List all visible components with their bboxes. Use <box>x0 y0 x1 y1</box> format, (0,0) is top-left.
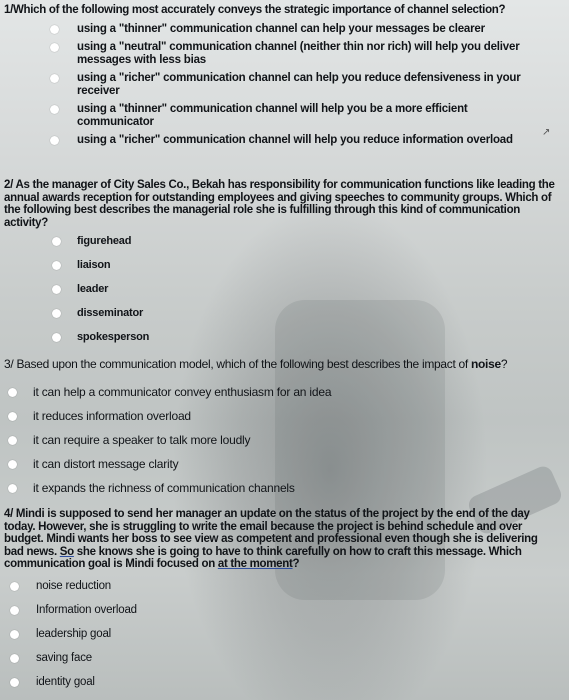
answer-option-label: liaison <box>77 259 111 271</box>
answer-option[interactable] <box>0 234 569 248</box>
answer-option-label: it reduces information overload <box>33 408 191 423</box>
answer-option-label: spokesperson <box>77 331 150 343</box>
radio-bullet-icon[interactable] <box>10 630 19 639</box>
answer-option[interactable] <box>0 72 569 97</box>
answer-option[interactable] <box>0 675 569 689</box>
question-3-options <box>0 385 569 495</box>
answer-option[interactable] <box>0 306 569 320</box>
radio-bullet-icon[interactable] <box>10 606 19 615</box>
answer-option[interactable] <box>0 134 569 147</box>
question-4-stem-end: ? <box>292 558 300 570</box>
question-3-stem-end: ? <box>500 357 508 371</box>
radio-bullet-icon[interactable] <box>50 136 59 145</box>
question-2-stem: 2/ As the manager of City Sales Co., Bekah has responsibility for communication functions like leading the annual awards reception for outstanding employees and giving speeches to community groups. Which of the following best describes the managerial role she is fulfilling through this kind of communication activity? <box>4 179 555 229</box>
answer-option-label: using a "neutral" communication channel (neither thin nor rich) will help you deliver messages with less bias <box>77 41 520 66</box>
answer-option-label: noise reduction <box>36 579 111 592</box>
answer-option[interactable] <box>0 481 569 495</box>
radio-bullet-icon[interactable] <box>50 74 59 83</box>
answer-option[interactable] <box>0 282 569 296</box>
question-4-underlined-phrase: at the moment <box>217 558 293 570</box>
answer-option-label: it can help a communicator convey enthusiasm for an idea <box>33 384 332 399</box>
answer-option[interactable] <box>0 23 569 36</box>
question-3 <box>0 358 569 505</box>
answer-option[interactable] <box>0 433 569 447</box>
question-1-stem: 1/Which of the following most accurately conveys the strategic importance of channel selection? <box>4 4 506 16</box>
answer-option-label: using a "thinner" communication channel can help your messages be clearer <box>77 22 485 35</box>
radio-bullet-icon[interactable] <box>10 582 19 591</box>
radio-bullet-icon[interactable] <box>10 678 19 687</box>
radio-bullet-icon[interactable] <box>52 237 61 246</box>
answer-option-label: it can require a speaker to talk more loudly <box>33 432 251 447</box>
radio-bullet-icon[interactable] <box>52 285 61 294</box>
question-2 <box>0 179 569 354</box>
radio-bullet-icon[interactable] <box>8 484 17 493</box>
question-3-stem-text: 3/ Based upon the communication model, which of the following best describes the impact of <box>4 357 471 371</box>
radio-bullet-icon[interactable] <box>52 261 61 270</box>
answer-option-label: it can distort message clarity <box>33 456 179 471</box>
answer-option[interactable] <box>0 651 569 665</box>
answer-option-label: using a "thinner" communication channel will help you be a more efficient communicator <box>77 103 468 128</box>
answer-option-label: identity goal <box>36 675 95 688</box>
radio-bullet-icon[interactable] <box>8 436 17 445</box>
answer-option-label: leadership goal <box>36 627 112 640</box>
answer-option-label: using a "richer" communication channel will help you reduce information overload <box>77 134 513 146</box>
radio-bullet-icon[interactable] <box>50 25 59 34</box>
answer-option-label: figurehead <box>77 235 132 247</box>
answer-option-label: saving face <box>36 651 92 664</box>
radio-bullet-icon[interactable] <box>8 460 17 469</box>
radio-bullet-icon[interactable] <box>8 388 17 397</box>
radio-bullet-icon[interactable] <box>52 309 61 318</box>
question-1 <box>0 4 569 153</box>
answer-option[interactable] <box>0 457 569 471</box>
radio-bullet-icon[interactable] <box>50 43 59 52</box>
answer-option-label: leader <box>77 283 109 295</box>
answer-option-label: disseminator <box>77 307 144 319</box>
answer-option[interactable] <box>0 103 569 128</box>
question-4-stem-text-2: she knows she is going to have to think carefully on how to craft this message. Which communication goal is Mindi focused on <box>4 545 522 570</box>
answer-option-label: it expands the richness of communication channels <box>33 480 295 495</box>
question-4-underlined-word: So <box>59 545 74 558</box>
answer-option[interactable] <box>0 330 569 344</box>
question-4-options <box>0 579 569 689</box>
question-1-options <box>0 23 569 147</box>
radio-bullet-icon[interactable] <box>50 105 59 114</box>
answer-option-label: Information overload <box>36 603 137 616</box>
answer-option[interactable] <box>0 258 569 272</box>
question-3-stem-keyword: noise <box>470 357 501 371</box>
radio-bullet-icon[interactable] <box>52 333 61 342</box>
answer-option-label: using a "richer" communication channel can help you reduce defensiveness in your receiver <box>77 72 521 97</box>
cursor-arrow-icon: ↗ <box>542 127 551 138</box>
question-4 <box>0 508 569 699</box>
answer-option[interactable] <box>0 579 569 593</box>
question-3-stem <box>0 358 569 371</box>
answer-option[interactable] <box>0 603 569 617</box>
answer-option[interactable] <box>0 409 569 423</box>
answer-option[interactable] <box>0 385 569 399</box>
answer-option[interactable] <box>0 41 569 66</box>
question-4-stem <box>0 508 569 571</box>
question-2-options <box>0 234 569 344</box>
radio-bullet-icon[interactable] <box>10 654 19 663</box>
question-4-stem-text: 4/ Mindi is supposed to send her manager an update on the status of the project by the end of the day today. However, she is struggling to write the email because the project is behind schedule and over budget. Mindi wants her boss to see view as competent and professional even though she is delivering bad news. <box>4 508 538 558</box>
radio-bullet-icon[interactable] <box>8 412 17 421</box>
answer-option[interactable] <box>0 627 569 641</box>
